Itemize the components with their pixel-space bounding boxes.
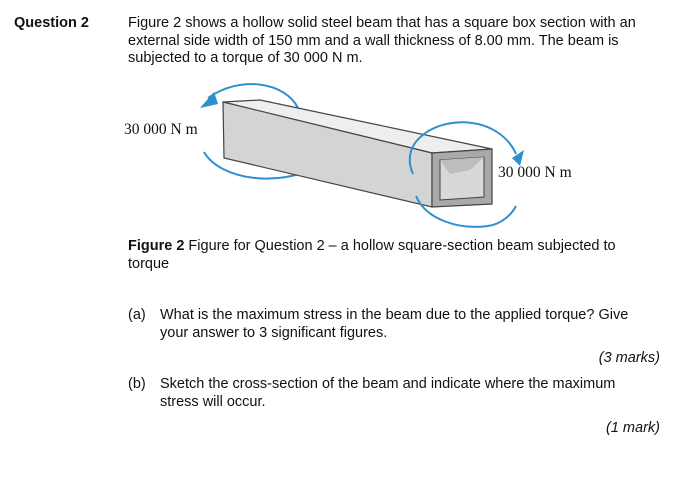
part-b-marks: (1 mark) — [606, 420, 660, 436]
question-part-b — [128, 376, 668, 416]
part-b-letter: (b) — [128, 376, 146, 392]
part-b-text: Sketch the cross-section of the beam and indicate where the maximum stress will occur. — [160, 376, 616, 410]
left-torque-label: 30 000 N m — [124, 121, 198, 138]
right-torque-label: 30 000 N m — [498, 164, 572, 181]
beam-diagram — [120, 70, 620, 240]
figure-caption — [128, 238, 658, 273]
part-a-letter: (a) — [128, 307, 146, 323]
caption-text: Figure for Question 2 – a hollow square-section beam subjected to torque — [128, 238, 616, 272]
caption-figure-number: Figure 2 — [128, 238, 185, 254]
question-part-a — [128, 307, 668, 347]
part-a-text: What is the maximum stress in the beam due to the applied torque? Give your answer to 3 significant figures. — [160, 307, 629, 341]
question-label: Question 2 — [14, 15, 89, 31]
beam-figure — [120, 70, 620, 240]
part-a-marks: (3 marks) — [598, 350, 660, 366]
question-intro: Figure 2 shows a hollow solid steel beam that has a square box section with an external side width of 150 mm and a wall thickness of 8.00 mm. The beam is subjected to a torque of 30 000 N m. — [128, 15, 636, 66]
